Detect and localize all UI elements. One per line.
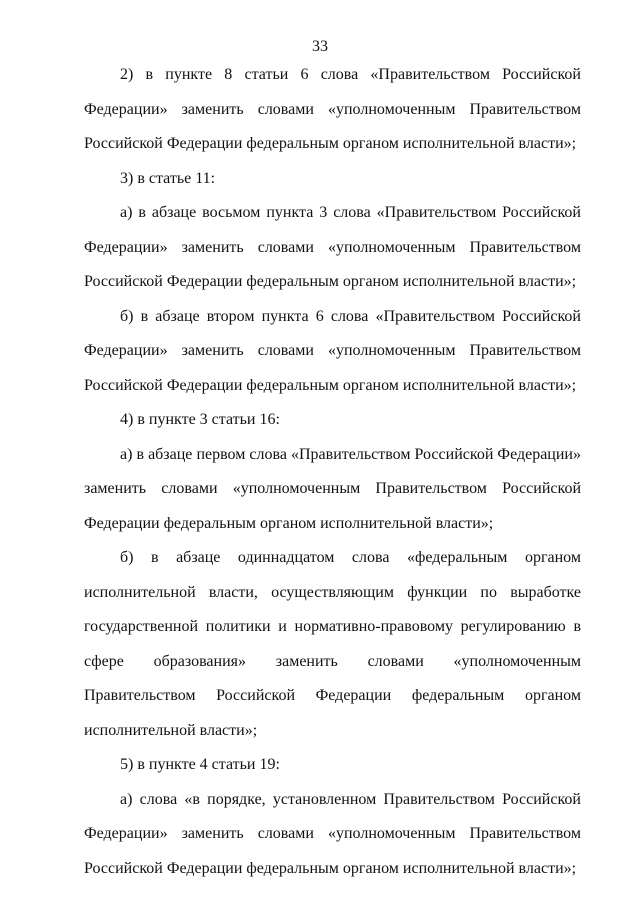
paragraph: 5) в пункте 4 статьи 19: <box>120 756 280 773</box>
document-body <box>84 58 581 886</box>
paragraph: а) в абзаце первом слова «Правительством Российской Федерации» заменить словами «уполномоченным Правительством Российской Федерации федеральным органом исполнительной власти»; <box>84 445 581 532</box>
paragraph: а) слова «в порядке, установленном Правительством Российской Федерации» заменить словами «уполномоченным Правительством Российской Федерации федеральным органом исполнительной власти»; <box>84 790 581 877</box>
paragraph: б) в абзаце одиннадцатом слова «федеральным органом исполнительной власти, осуществляющим функции по выработке государственной политики и нормативно-правовому регулированию в сфере образования» заменить словами «уполномоченным Правительством Российской Федерации федеральным органом исполнительной власти»; <box>84 549 581 739</box>
paragraph: 2) в пункте 8 статьи 6 слова «Правительством Российской Федерации» заменить словами «уполномоченным Правительством Российской Федерации федеральным органом исполнительной власти»; <box>84 66 581 152</box>
page-number: 33 <box>312 38 328 55</box>
paragraph: б) в абзаце втором пункта 6 слова «Правительством Российской Федерации» заменить словами «уполномоченным Правительством Российской Федерации федеральным органом исполнительной власти»; <box>84 307 581 394</box>
paragraph: 4) в пункте 3 статьи 16: <box>120 411 280 428</box>
paragraph: 3) в статье 11: <box>120 169 216 187</box>
paragraph: а) в абзаце восьмом пункта 3 слова «Правительством Российской Федерации» заменить словами «уполномоченным Правительством Российской Федерации федеральным органом исполнительной власти»; <box>84 204 581 290</box>
